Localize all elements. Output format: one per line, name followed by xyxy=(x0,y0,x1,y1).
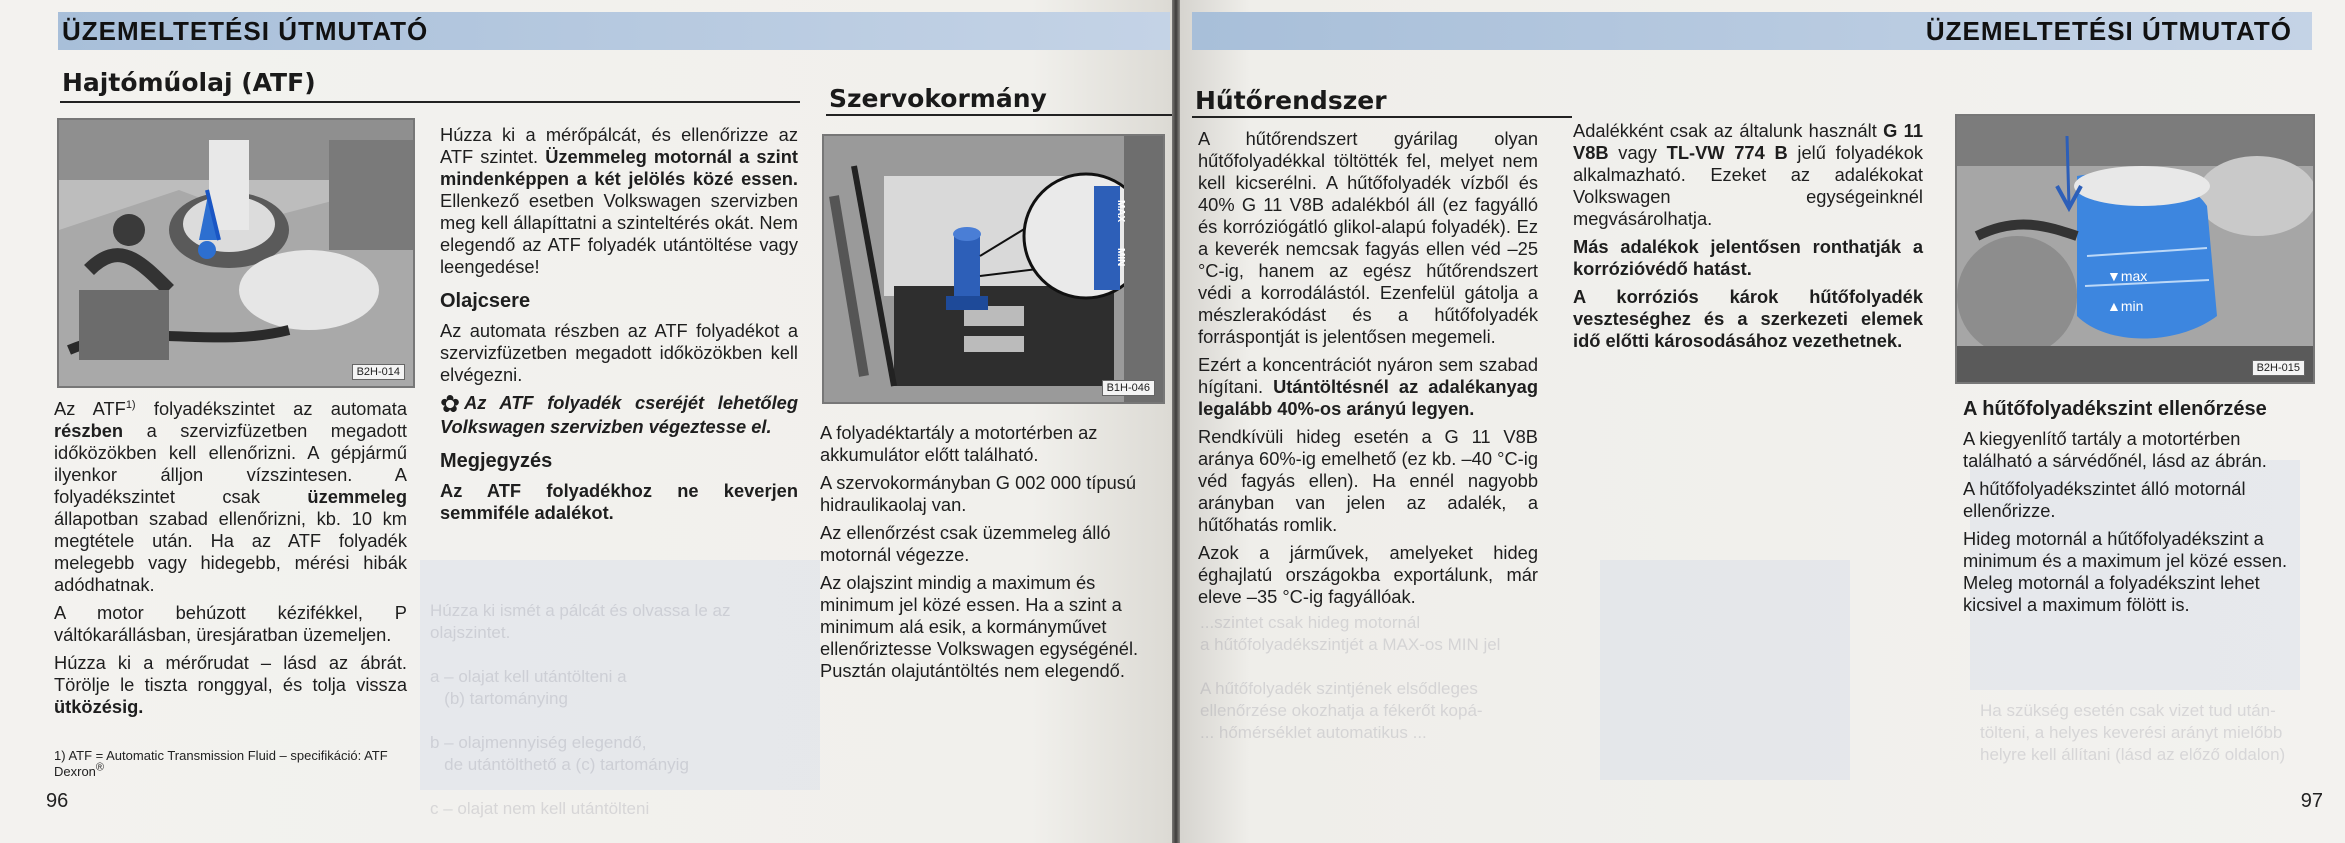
megjegyzes-heading: Megjegyzés xyxy=(440,450,553,472)
coolant-level-column xyxy=(1963,398,2313,622)
cooling-paragraph-2: Ezért a koncentrációt nyáron sem szabad hígítani. Utántöltésnél az adalékanyag legalább 40%-os arányú legyen. xyxy=(1198,354,1538,419)
atf-column-2 xyxy=(440,124,798,530)
cooling-additives-paragraph: Adalékként csak az általunk használt G 11 V8B vagy TL-VW 774 B jelű folyadékok alkalmazható. Ezeket az adalékokat Volkswagen egységeinknél megvásárolhatja. xyxy=(1573,120,1923,229)
servo-photo-code: B1H-046 xyxy=(1102,380,1155,396)
atf-engine-photo xyxy=(57,118,415,388)
atf-heading: Hajtóműolaj (ATF) xyxy=(62,68,316,97)
coolant-photo-code: B2H-015 xyxy=(2252,360,2305,376)
book-gutter xyxy=(1172,0,1180,843)
servo-engine-photo xyxy=(822,134,1165,404)
cooling-heading-rule xyxy=(1192,116,1572,118)
show-through-text-2: Ha szükség esetén csak vizet tud után- tölteni, a helyes keverési arányt mielőbb helyre kell állítani (lásd az előző oldalon) xyxy=(1980,701,2286,764)
atf-photo-code: B2H-014 xyxy=(352,364,405,380)
cooling-column-1 xyxy=(1198,128,1538,614)
atf-heading-rule xyxy=(60,101,800,103)
olajcsere-paragraph: Az automata részben az ATF folyadékot a szervizfüzetben megadott időközökben kell elvégezni. xyxy=(440,320,798,385)
flower-note: ✿ Az ATF folyadék cseréjét lehetőleg Volkswagen szervizben végeztesse el. xyxy=(440,391,798,437)
servo-paragraph-1: A folyadéktartály a motortérben az akkumulátor előtt található. xyxy=(820,422,1098,465)
cooling-column-2 xyxy=(1573,120,1923,358)
atf-paragraph-1: Az ATF$^{1)}$ folyadékszintet az automata részben a szervizfüzetben megadott időközökben kell ellenőrizni. A gépjármű ilyenkor álljon vízszintesen. A folyadékszintet csak üzemmeleg állapotban szabad ellenőrizni, kb. 10 km megtétele után. Ha az ATF folyadék melegebb vagy hidegebb, mérési hibák adódhatnak. xyxy=(54,398,407,595)
servo-heading: Szervokormány xyxy=(829,84,1047,113)
cooling-paragraph-1: A hűtőrendszert gyárilag olyan hűtőfolyadékkal töltötték fel, melyet nem kell kicserélni. A hűtőfolyadék vízből és 40% G 11 V8B adalékból áll (ez fagyálló és korróziógátló glikol-alapú folyadék). Ez a keverék nemcsak fagyás ellen véd –25 °C-ig, hanem az egész hűtőrendszert védi a korrodálástól. Ezenfelül gátolja a mészlerakódást és a hűtőfolyadék forráspontját is jelentősen megemeli. xyxy=(1198,128,1538,347)
header-title-left: ÜZEMELTETÉSI ÚTMUTATÓ xyxy=(62,16,429,46)
olajcsere-heading: Olajcsere xyxy=(440,290,531,312)
coolant-max-label: ▼max xyxy=(2107,268,2148,284)
coolant-level-paragraph-1: A kiegyenlítő tartály a motortérben található a sárvédőnél, lásd az ábrán. xyxy=(1963,428,2267,471)
atf-footnote: 1) ATF = Automatic Transmission Fluid – specifikáció: ATF Dexron® xyxy=(54,748,388,779)
coolant-level-paragraph-2: A hűtőfolyadékszintet álló motornál ellenőrizze. xyxy=(1963,478,2246,521)
cooling-heading: Hűtőrendszer xyxy=(1195,86,1387,115)
cooling-warning-1: Más adalékok jelentősen ronthatják a korrózióvédő hatást. xyxy=(1573,236,1923,279)
servo-paragraph-3: Az ellenőrzést csak üzemmeleg álló motornál végezze. xyxy=(820,522,1111,565)
show-through-text-1: ...szintet csak hideg motornál a hűtőfolyadékszintjét a MAX-os MIN jel A hűtőfolyadék szintjének elsődleges ellenőrzése okozhatja a fékerőt kopá- ... hőmérséklet automatikus ... xyxy=(1200,613,1501,742)
cooling-paragraph-4: Azok a járművek, amelyeket hideg éghajlatú országokba exportálunk, már eleve –35 °C-ig fagyállóak. xyxy=(1198,542,1538,607)
show-through-box-1 xyxy=(1600,560,1850,780)
page-number-left: 96 xyxy=(46,790,69,812)
servo-min-label: MIN xyxy=(1115,248,1126,267)
atf-paragraph-2: A motor behúzott kézifékkel, P váltókarállásban, üresjáratban üzemeljen. xyxy=(54,602,407,645)
atf-column-1 xyxy=(54,398,407,724)
right-page xyxy=(1180,0,2345,843)
header-title-right: ÜZEMELTETÉSI ÚTMUTATÓ xyxy=(1925,16,2292,46)
coolant-min-label: ▲min xyxy=(2107,298,2144,314)
coolant-reservoir-photo xyxy=(1955,114,2315,384)
header-band-left xyxy=(58,12,1170,50)
cooling-warning-2: A korróziós károk hűtőfolyadék veszteséghez és a szerkezeti elemek idő előtti károsodásához vezethetnek. xyxy=(1573,286,1923,351)
servo-heading-rule xyxy=(826,114,1172,116)
header-band-right xyxy=(1192,12,2312,50)
flower-icon: ✿ xyxy=(440,391,461,418)
show-through-text: Húzza ki ismét a pálcát és olvassa le az olajszintet. a – olajat kell utántölteni a (b) tartománying b – olajmennyiség elegendő, de utántölthető a (c) tartományig c – olajat nem kell utántölteni xyxy=(430,601,731,818)
servo-paragraph-2: A szervokormányban G 002 000 típusú hidraulikaolaj van. xyxy=(820,472,1137,515)
servo-column xyxy=(820,422,1165,688)
megjegyzes-paragraph: Az ATF folyadékhoz ne keverjen semmiféle adalékot. xyxy=(440,480,798,523)
atf-dipstick-paragraph: Húzza ki a mérőpálcát, és ellenőrizze az ATF szintet. Üzemmeleg motornál a szint mindenképpen a két jelölés közé essen. Ellenkező esetben Volkswagen szervizben meg kell állapíttatni a szinteltérés okát. Nem elegendő az ATF folyadék utántöltése vagy leengedése! xyxy=(440,124,798,277)
atf-paragraph-3: Húzza ki a mérőrudat – lásd az ábrát. Törölje le tiszta ronggyal, és tolja vissza ütközésig. xyxy=(54,652,407,717)
coolant-level-paragraph-3: Hideg motornál a hűtőfolyadékszint a minimum és a maximum jel közé essen. Meleg motornál a folyadékszint lehet kicsivel a maximum fölött is. xyxy=(1963,528,2288,615)
cooling-paragraph-3: Rendkívüli hideg esetén a G 11 V8B aránya 60%-ig emelhető (ez kb. –40 °C-ig véd fagyás ellen). Ha ennél nagyobb arányban van jelen az adalék, a hűtőhatás romlik. xyxy=(1198,426,1538,535)
servo-paragraph-4: Az olajszint mindig a maximum és minimum jel közé essen. Ha a szint a minimum alá esik, a kormányművet ellenőriztesse Volkswagen egységénél. Pusztán olajutántöltés nem elegendő. xyxy=(820,572,1139,681)
page-number-right: 97 xyxy=(2300,790,2323,812)
servo-max-label: MAX xyxy=(1115,200,1126,223)
left-page xyxy=(0,0,1172,843)
coolant-level-heading: A hűtőfolyadékszint ellenőrzése xyxy=(1963,398,2267,420)
